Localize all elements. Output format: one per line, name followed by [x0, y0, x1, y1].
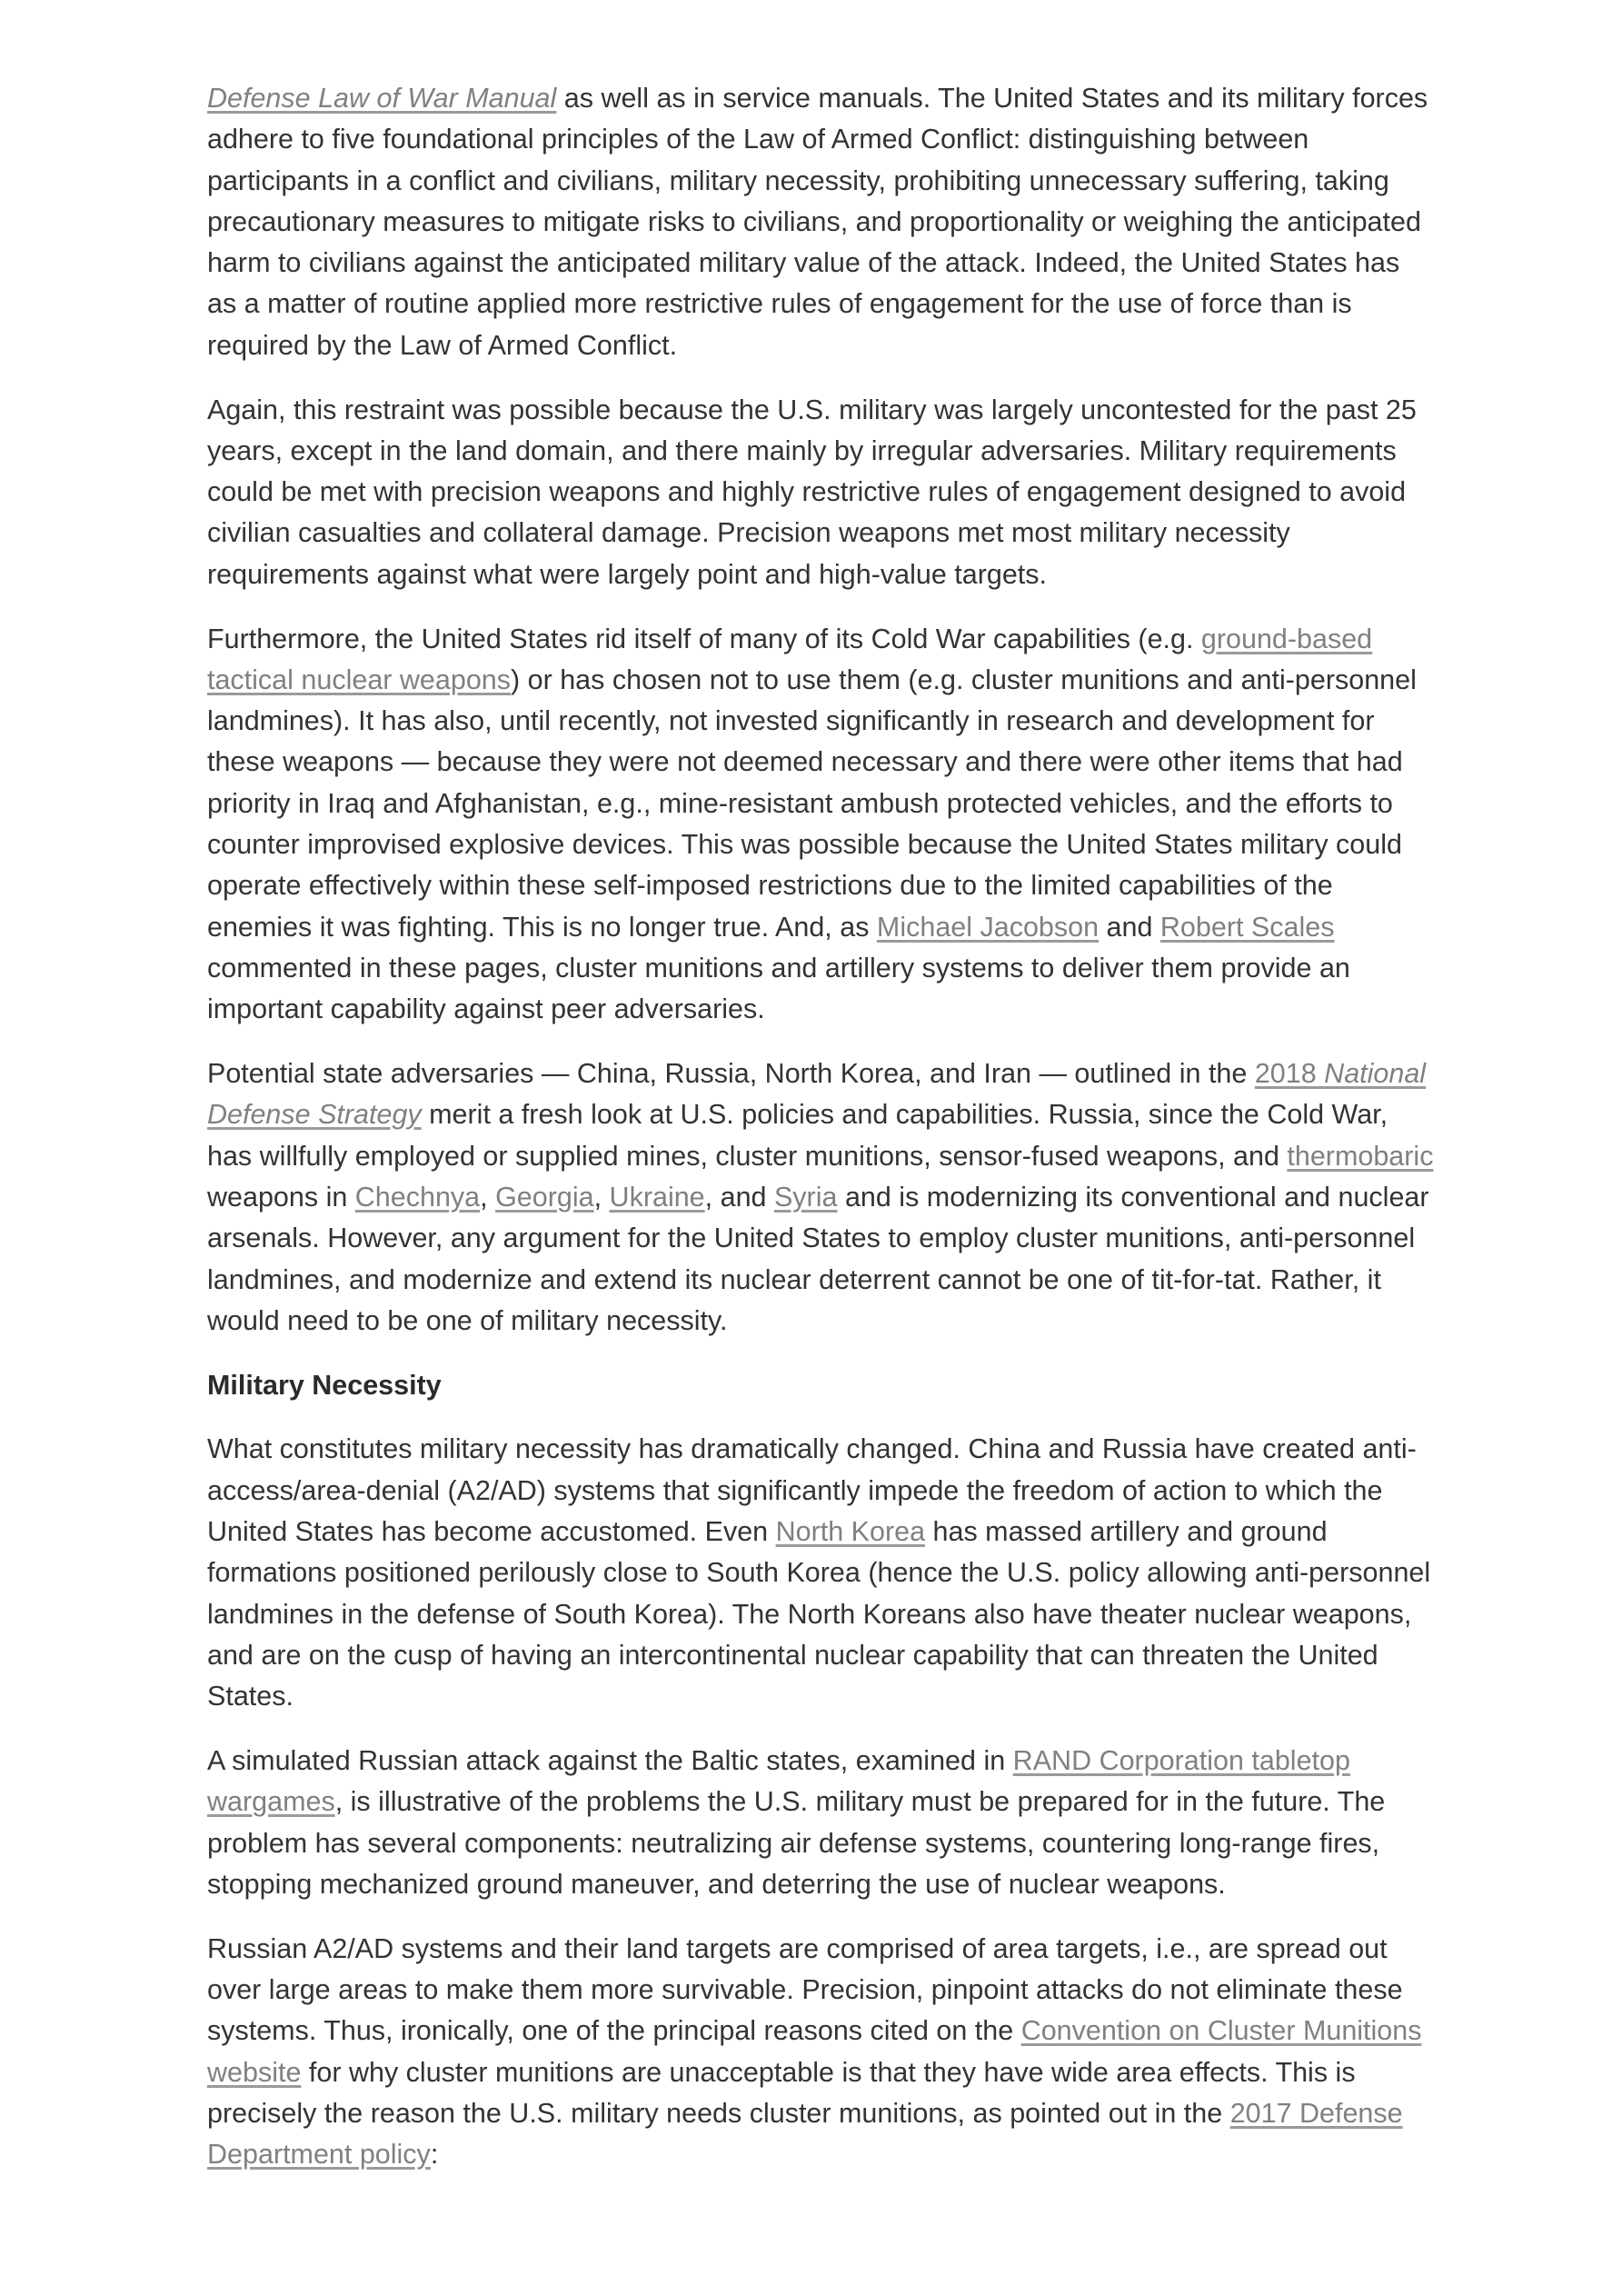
section-heading: Military Necessity [207, 1369, 442, 1401]
inline-link[interactable]: Michael Jacobson [876, 911, 1100, 943]
paragraph-text: merit a fresh look at U.S. policies and capabilities. Russia, since the Cold War, has willfully employed or supplied mines, cluster munitions, sensor-fused weapons, and [207, 1099, 1388, 1172]
paragraph-text: ) or has chosen not to use them (e.g. cluster munitions and anti-personnel landmines). It has also, until recently, not invested significantly in research and development for these weapons — because they were not deemed necessary and there were other items that had priority in Iraq and Afghanistan, e.g., mine-resistant ambush protected vehicles, and the efforts to counter improvised explosive devices. This was possible because the United States military could operate effectively within these self-imposed restrictions due to the limited capabilities of the enemies it was fighting. This is no longer true. And, as [207, 664, 1417, 943]
paragraph-text: commented in these pages, cluster munitions and artillery systems to deliver them provide an important capability against peer adversaries. [207, 952, 1350, 1025]
paragraph-text: What constitutes military necessity has dramatically changed. China and Russia have created anti-access/area-denial (A2/AD) systems that significantly impede the freedom of action to which the United States has become accustomed. Even [207, 1433, 1417, 1547]
inline-link[interactable]: North Korea [775, 1516, 926, 1547]
paragraph-text: , is illustrative of the problems the U.S. military must be prepared for in the future. The problem has several components: neutralizing air defense systems, countering long-range fires, stopping mechanized ground maneuver, and deterring the use of nuclear weapons. [207, 1786, 1386, 1900]
inline-link[interactable]: 2018 [1254, 1058, 1325, 1090]
inline-link[interactable]: 2017 Defense Department policy [207, 2097, 1403, 2171]
inline-link[interactable]: ground-based tactical nuclear weapons [207, 623, 1373, 695]
paragraph-text: and [1099, 911, 1160, 943]
paragraph-text: , [480, 1181, 496, 1213]
article-paragraph [207, 390, 1436, 595]
paragraph-text: has massed artillery and ground formations positioned perilously close to South Korea (hence the U.S. policy allowing anti-personnel landmines in the defense of South Korea). The North Koreans also have theater nuclear weapons, and are on the cusp of having an intercontinental nuclear capability that can threaten the United States. [207, 1516, 1431, 1712]
paragraph-text: weapons in [207, 1181, 355, 1213]
paragraph-text: Again, this restraint was possible because the U.S. military was largely uncontested for the past 25 years, except in the land domain, and there mainly by irregular adversaries. Military requirements could be met with precision weapons and highly restrictive rules of engagement designed to avoid civilian casualties and collateral damage. Precision weapons met most military necessity requirements against what were largely point and high-value targets. [207, 394, 1417, 590]
paragraph-text: for why cluster munitions are unacceptable is that they have wide area effects. This is precisely the reason the U.S. military needs cluster munitions, as pointed out in the [207, 2056, 1356, 2129]
paragraph-text: Furthermore, the United States rid itself of many of its Cold War capabilities (e.g. [207, 623, 1201, 654]
inline-link[interactable]: Ukraine [609, 1181, 705, 1213]
paragraph-text: , [593, 1181, 610, 1213]
inline-link[interactable]: Chechnya [354, 1181, 481, 1213]
article-body [207, 78, 1436, 2175]
inline-link[interactable]: Syria [773, 1181, 838, 1213]
article-paragraph [207, 78, 1436, 366]
inline-link[interactable]: Robert Scales [1159, 911, 1335, 943]
inline-link[interactable]: RAND Corporation tabletop wargames [207, 1744, 1350, 1818]
inline-link[interactable]: Georgia [495, 1181, 594, 1213]
paragraph-text: Potential state adversaries — China, Russia, North Korea, and Iran — outlined in the [207, 1058, 1255, 1090]
inline-link[interactable]: Convention on Cluster Munitions website [207, 2015, 1422, 2088]
paragraph-text: as well as in service manuals. The United States and its military forces adhere to five foundational principles of the Law of Armed Conflict: distinguishing between participants in a conflict and civilians, military necessity, prohibiting unnecessary suffering, taking precautionary measures to mitigate risks to civilians, and proportionality or weighing the anticipated harm to civilians against the anticipated military value of the attack. Indeed, the United States has as a matter of routine applied more restrictive rules of engagement for the use of force than is required by the Law of Armed Conflict. [207, 83, 1428, 361]
inline-link[interactable]: thermobaric [1287, 1140, 1434, 1172]
paragraph-text: : [430, 2139, 439, 2171]
paragraph-text: Russian A2/AD systems and their land targets are comprised of area targets, i.e., are spread out over large areas to make them more survivable. Precision, pinpoint attacks do not eliminate these systems. Thus, ironically, one of the principal reasons cited on the [207, 1932, 1403, 2047]
paragraph-text: and is modernizing its conventional and nuclear arsenals. However, any argument for the United States to employ cluster munitions, anti-personnel landmines, and modernize and extend its nuclear deterrent cannot be one of tit-for-tat. Rather, it would need to be one of military necessity. [207, 1181, 1429, 1336]
article-paragraph [207, 1429, 1436, 1717]
article-paragraph [207, 619, 1436, 1031]
inline-link[interactable]: Defense Law of War Manual [207, 83, 557, 114]
article-paragraph [207, 1741, 1436, 1905]
article-paragraph [207, 1053, 1436, 1342]
article-paragraph [207, 1929, 1436, 2176]
inline-link[interactable]: National Defense Strategy [207, 1058, 1427, 1131]
paragraph-text: A simulated Russian attack against the Baltic states, examined in [207, 1744, 1013, 1776]
paragraph-text: , and [704, 1181, 774, 1213]
